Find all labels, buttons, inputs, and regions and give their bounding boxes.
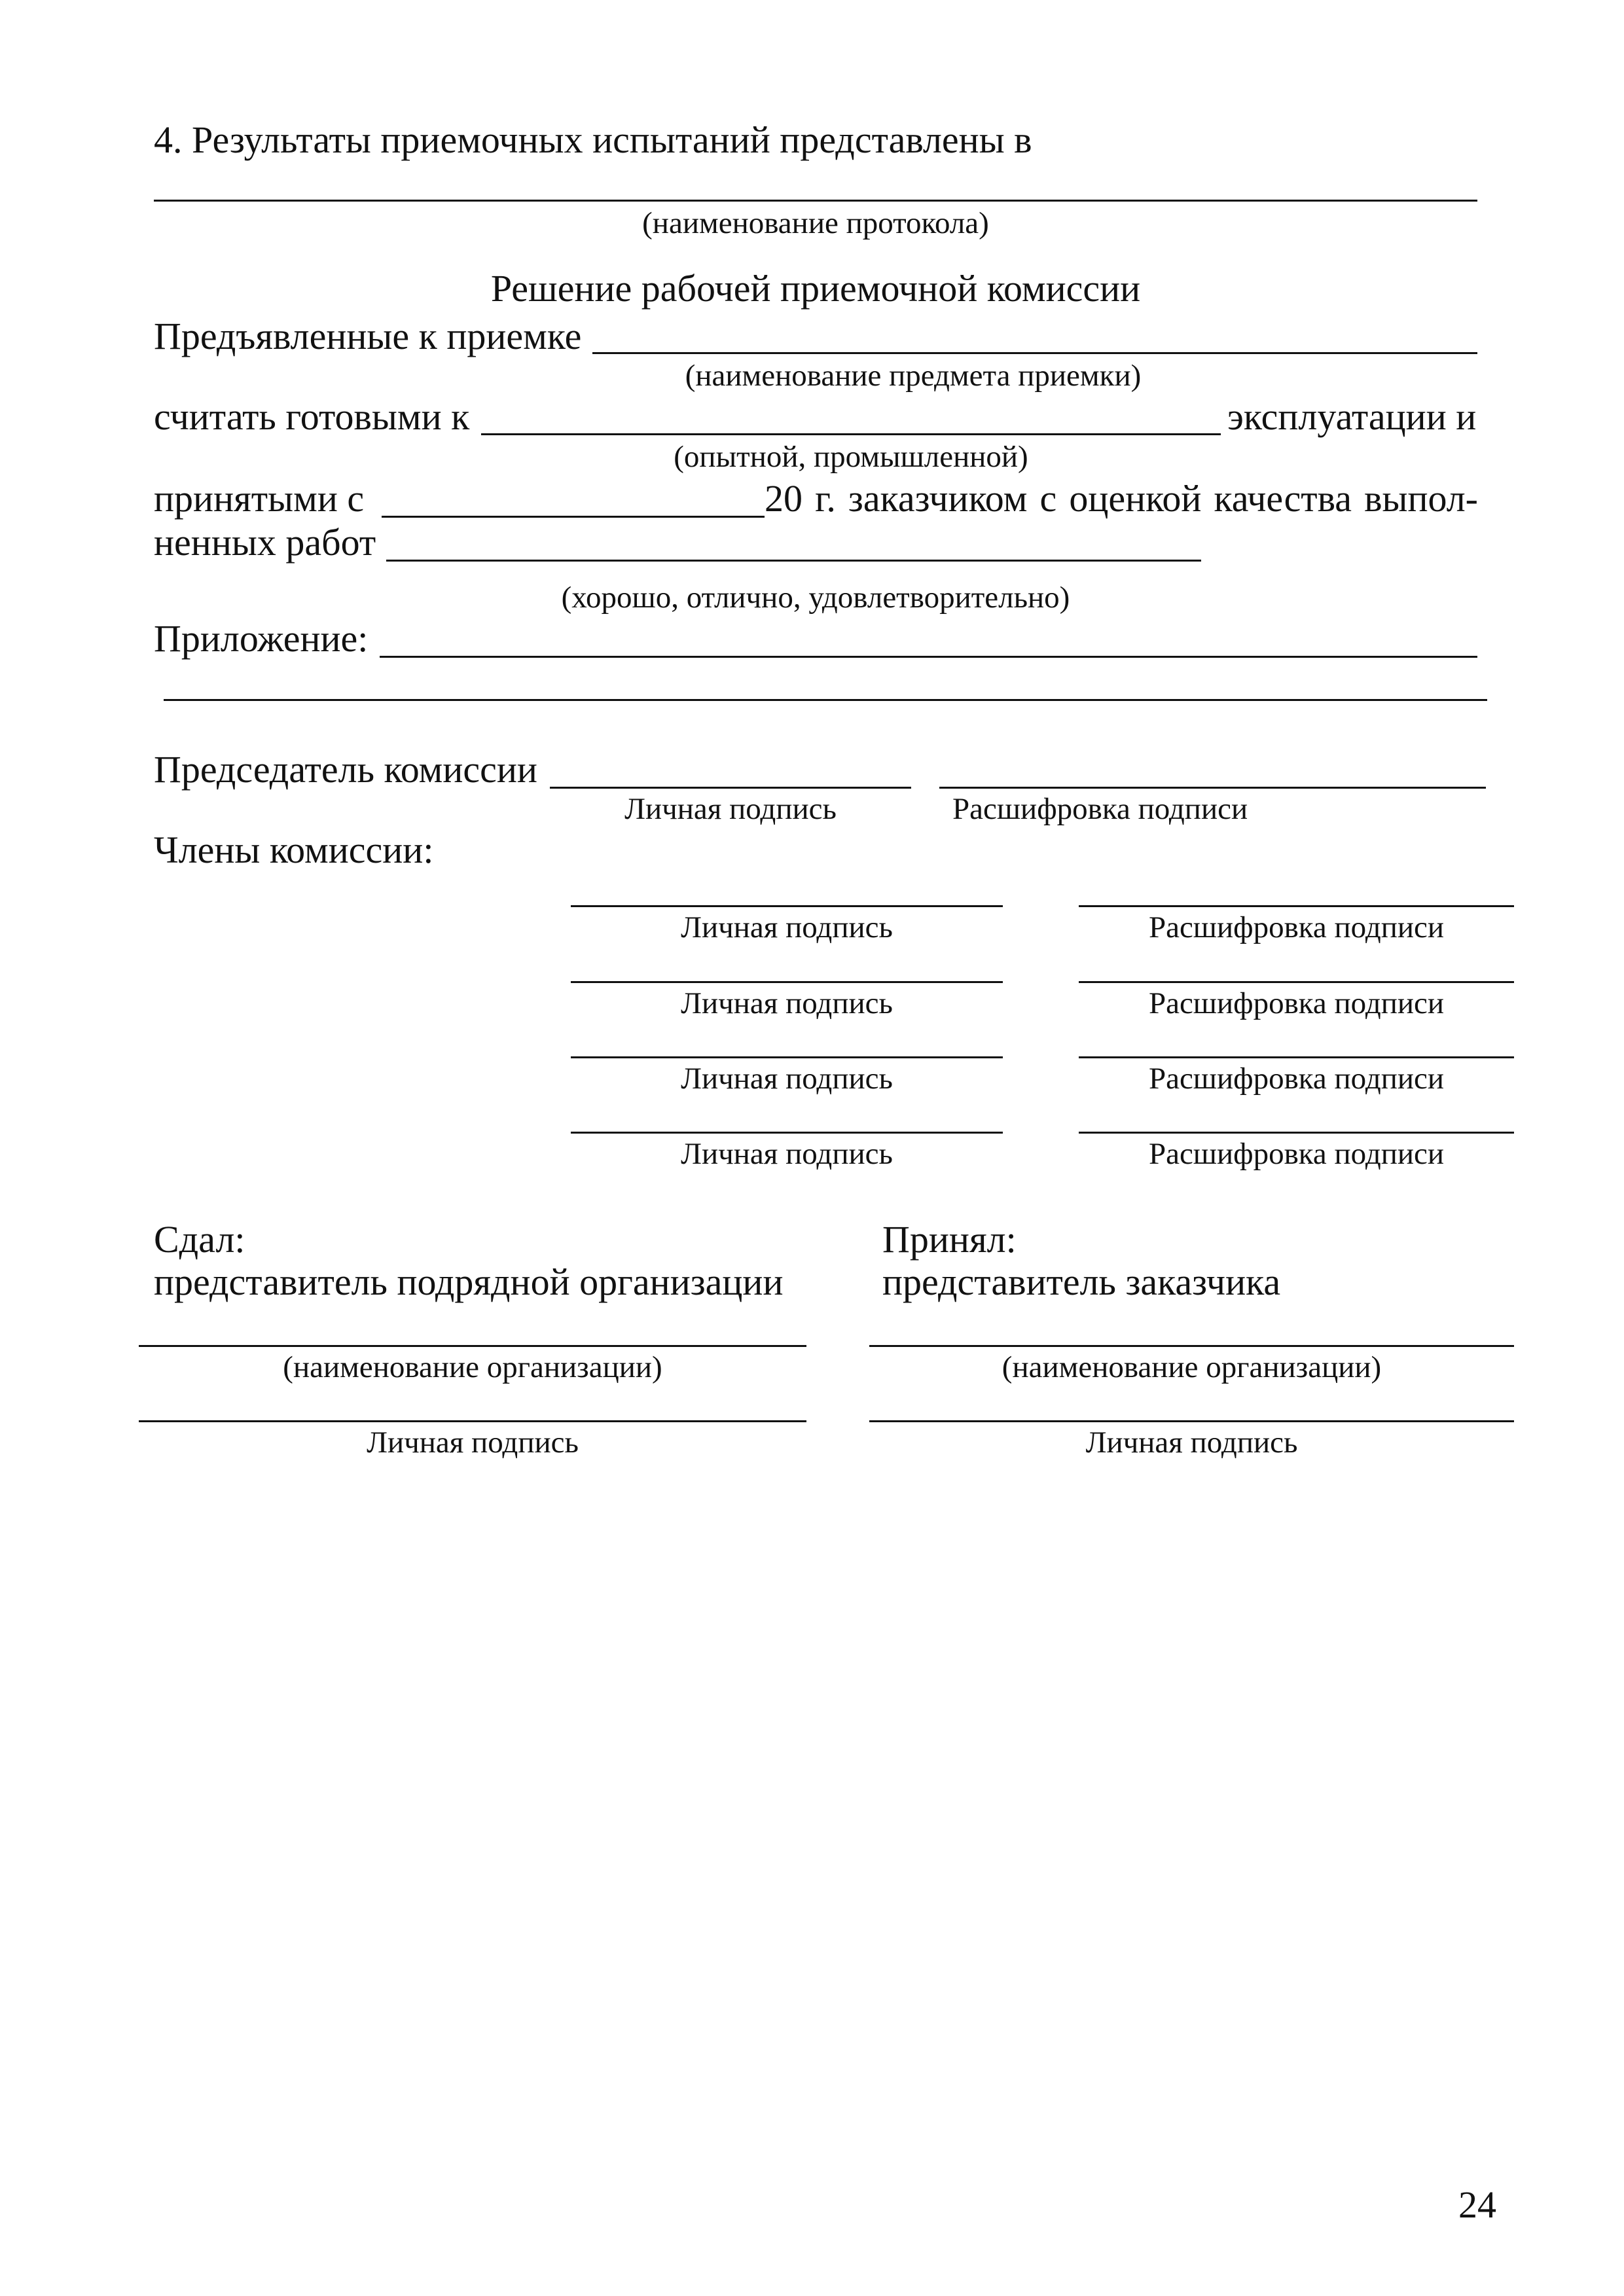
member-signature-line-2[interactable]: [571, 981, 1003, 983]
operation-type-line[interactable]: [481, 433, 1221, 435]
works-label: ненных работ: [154, 521, 376, 564]
contractor-role: представитель подрядной организации: [154, 1261, 784, 1303]
member-decryption-line-2[interactable]: [1079, 981, 1514, 983]
operation-type-caption: (опытной, промышленной): [674, 440, 1028, 474]
ready-label: считать готовыми к: [154, 395, 470, 438]
member-decryption-line-4[interactable]: [1079, 1132, 1514, 1134]
member-decryption-caption-3: Расшифровка подписи: [1148, 1062, 1445, 1096]
accepted-date-line[interactable]: [382, 516, 765, 518]
protocol-caption: (наименование протокола): [642, 206, 989, 240]
protocol-name-line[interactable]: [154, 200, 1477, 202]
member-decryption-caption-1: Расшифровка подписи: [1148, 910, 1445, 944]
member-signature-line-3[interactable]: [571, 1056, 1003, 1058]
accepted-label: принятыми с: [154, 477, 365, 520]
acceptance-subject-caption: (наименование предмета приемки): [685, 359, 1142, 393]
appendix-line-2[interactable]: [164, 699, 1487, 701]
customer-org-caption: (наименование организации): [1001, 1350, 1382, 1384]
quality-line[interactable]: [386, 560, 1201, 562]
member-signature-caption-1: Личная подпись: [681, 910, 893, 944]
chairman-decryption-line[interactable]: [939, 787, 1486, 789]
member-decryption-line-1[interactable]: [1079, 905, 1514, 907]
chairman-decryption-caption: Расшифровка подписи: [952, 792, 1248, 826]
contractor-org-caption: (наименование организации): [283, 1350, 662, 1384]
accepted-by-title: Принял:: [882, 1218, 1017, 1261]
contractor-signature-line[interactable]: [139, 1420, 806, 1422]
member-signature-line-4[interactable]: [571, 1132, 1003, 1134]
member-decryption-caption-2: Расшифровка подписи: [1148, 986, 1445, 1020]
member-decryption-line-3[interactable]: [1079, 1056, 1514, 1058]
section4-text: 4. Результаты приемочных испытаний представлены в: [154, 118, 1032, 161]
appendix-line-1[interactable]: [380, 656, 1477, 658]
handed-over-title: Сдал:: [154, 1218, 245, 1261]
decision-title: Решение рабочей приемочной комиссии: [490, 267, 1141, 310]
member-signature-line-1[interactable]: [571, 905, 1003, 907]
ready-suffix: эксплуатации и: [1227, 395, 1477, 438]
members-label: Члены комиссии:: [154, 829, 434, 871]
presented-label: Предъявленные к приемке: [154, 315, 582, 357]
chairman-signature-caption: Личная подпись: [624, 792, 837, 826]
member-signature-caption-2: Личная подпись: [681, 986, 893, 1020]
member-signature-caption-3: Личная подпись: [681, 1062, 893, 1096]
appendix-label: Приложение:: [154, 617, 369, 660]
chairman-label: Председатель комиссии: [154, 748, 537, 791]
customer-org-line[interactable]: [869, 1345, 1514, 1347]
acceptance-subject-line[interactable]: [592, 352, 1477, 354]
contractor-signature-caption: Личная подпись: [367, 1426, 579, 1460]
customer-role: представитель заказчика: [882, 1261, 1281, 1303]
customer-signature-caption: Личная подпись: [1085, 1426, 1298, 1460]
page-number: 24: [1458, 2183, 1496, 2226]
contractor-org-line[interactable]: [139, 1345, 806, 1347]
member-signature-caption-4: Личная подпись: [681, 1137, 893, 1171]
member-decryption-caption-4: Расшифровка подписи: [1148, 1137, 1445, 1171]
accepted-text: 20 г. заказчиком с оценкой качества выпол-: [765, 477, 1478, 520]
customer-signature-line[interactable]: [869, 1420, 1514, 1422]
quality-caption: (хорошо, отлично, удовлетворительно): [561, 581, 1070, 615]
chairman-signature-line[interactable]: [550, 787, 911, 789]
